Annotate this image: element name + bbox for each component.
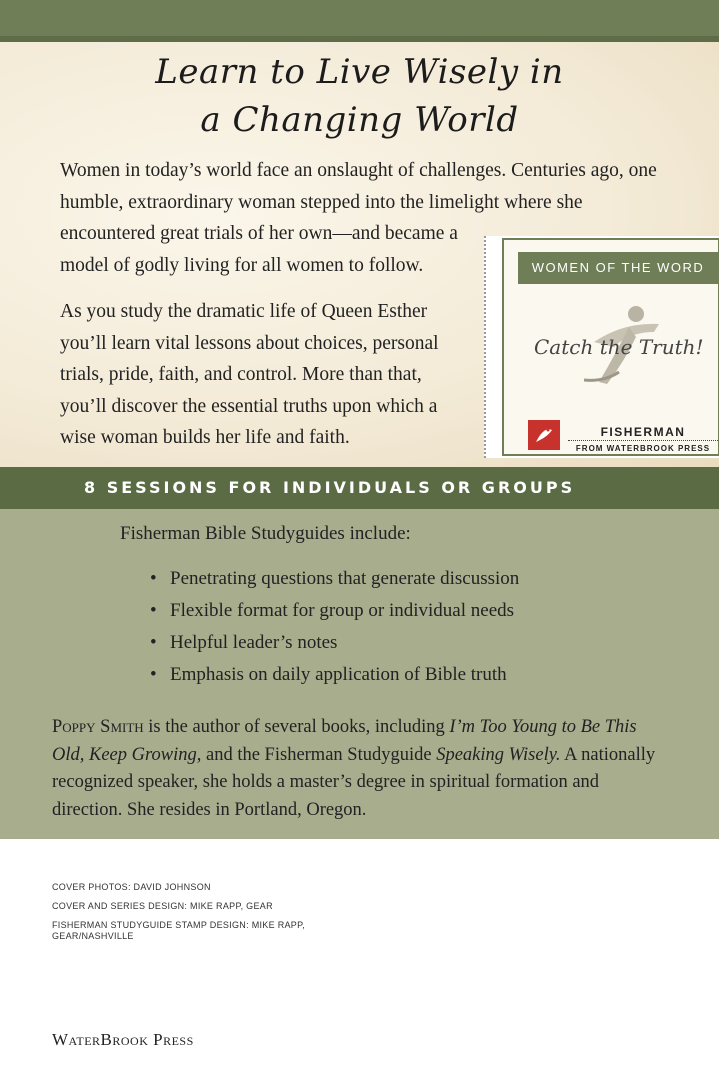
series-stamp bbox=[484, 236, 719, 458]
stamp-tagline: Catch the Truth! bbox=[534, 335, 704, 359]
author-bio bbox=[52, 714, 672, 824]
credits bbox=[52, 882, 332, 950]
top-band bbox=[0, 0, 719, 42]
publisher-name: WaterBrook Press bbox=[52, 1030, 194, 1049]
headline-line-1: Learn to Live Wisely in bbox=[155, 52, 564, 92]
list-item: • Penetrating questions that generate discussion bbox=[150, 565, 519, 597]
book-title-1: I’m Too Young to Be This Old, Keep Growing, bbox=[52, 717, 637, 765]
bio-text-c: A nationally recognized speaker, she holds a master’s degree in spiritual formation and direction. She resides in Portland, Oregon. bbox=[52, 744, 656, 820]
credit-line: COVER PHOTOS: DAVID JOHNSON bbox=[52, 882, 211, 892]
book-title-2: Speaking Wisely. bbox=[436, 744, 561, 765]
author-name: Poppy Smith bbox=[52, 717, 144, 737]
stamp-from: FROM WATERBROOK PRESS bbox=[575, 444, 711, 453]
bio-text-a: is the author of several books, including bbox=[143, 717, 450, 737]
credit-line: COVER AND SERIES DESIGN: MIKE RAPP, GEAR bbox=[52, 901, 273, 911]
features-intro: Fisherman Bible Studyguides include: bbox=[120, 523, 411, 544]
fish-icon bbox=[528, 420, 560, 450]
list-item: • Emphasis on daily application of Bible truth bbox=[150, 661, 519, 693]
description-paragraph-1b: encountered great trials of her own—and became a model of godly living for all women to follow. bbox=[60, 223, 458, 276]
bio-text-b: and the Fisherman Studyguide bbox=[201, 744, 437, 765]
list-item: • Helpful leader’s notes bbox=[150, 629, 519, 661]
fisherman-logo-icon bbox=[528, 420, 560, 450]
list-item: • Flexible format for group or individual needs bbox=[150, 597, 519, 629]
description-paragraph-1a: Women in today’s world face an onslaught of challenges. Centuries ago, one humble, extraordinary woman stepped into the limelight where she bbox=[60, 160, 657, 213]
features-list bbox=[150, 565, 519, 693]
sessions-banner: 8 SESSIONS FOR INDIVIDUALS OR GROUPS bbox=[0, 467, 719, 509]
headline-line-2: a Changing World bbox=[200, 100, 519, 140]
stamp-brand: FISHERMAN bbox=[568, 425, 718, 441]
description-paragraph-2: As you study the dramatic life of Queen Esther you’ll learn vital lessons about choices, personal trials, pride, faith, and control. More than that, you’ll discover the essential truths upon which a wise woman builds her life and faith. bbox=[60, 301, 439, 448]
stamp-frame bbox=[502, 238, 719, 456]
stamp-series-title: WOMEN OF THE WORD bbox=[518, 252, 718, 284]
credit-line: FISHERMAN STUDYGUIDE STAMP DESIGN: MIKE RAPP, GEAR/NASHVILLE bbox=[52, 920, 306, 941]
